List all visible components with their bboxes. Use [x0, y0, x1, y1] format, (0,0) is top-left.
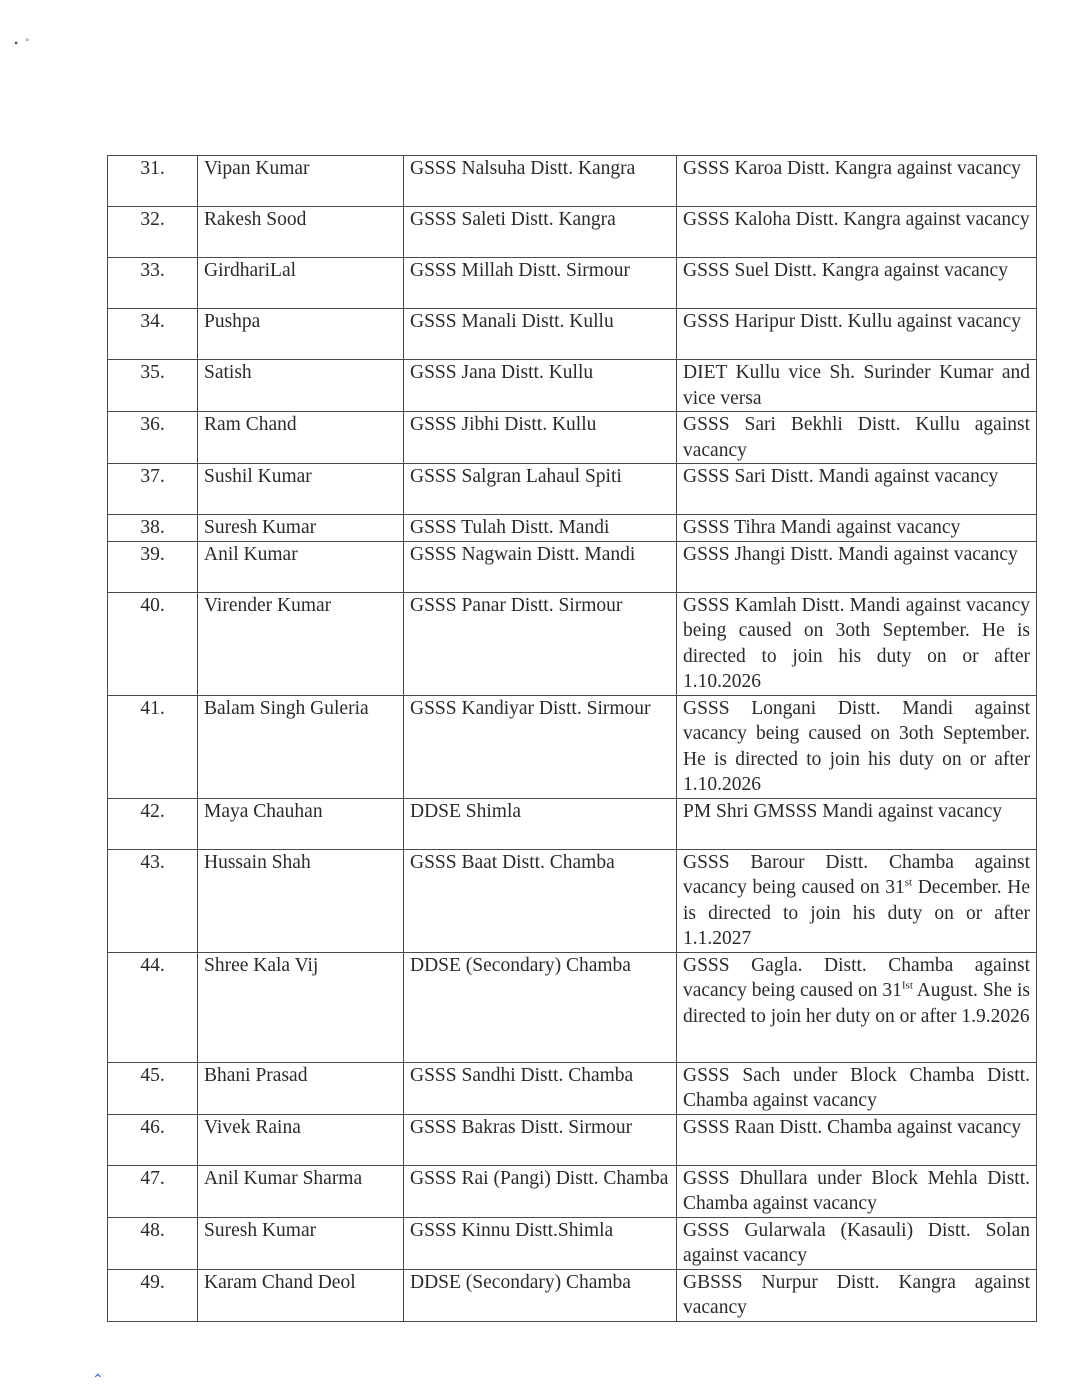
table-row — [108, 207, 1037, 258]
from-station: GSSS Saleti Distt. Kangra — [404, 207, 677, 258]
table-row — [108, 1114, 1037, 1165]
serial-number: 44. — [108, 952, 198, 1062]
from-station: DDSE (Secondary) Chamba — [404, 1269, 677, 1321]
employee-name: Ram Chand — [198, 412, 404, 464]
serial-number: 36. — [108, 412, 198, 464]
table-row — [108, 309, 1037, 360]
from-station: GSSS Millah Distt. Sirmour — [404, 258, 677, 309]
serial-number: 48. — [108, 1217, 198, 1269]
to-station: GSSS Gularwala (Kasauli) Distt. Solan against vacancy — [677, 1217, 1037, 1269]
employee-name: Virender Kumar — [198, 592, 404, 695]
to-station: PM Shri GMSSS Mandi against vacancy — [677, 798, 1037, 849]
from-station: GSSS Tulah Distt. Mandi — [404, 515, 677, 542]
to-station: GSSS Dhullara under Block Mehla Distt. Chamba against vacancy — [677, 1165, 1037, 1217]
to-station: GSSS Haripur Distt. Kullu against vacancy — [677, 309, 1037, 360]
to-station-text: GSSS Barour Distt. Chamba against vacancy being caused on 31 — [683, 851, 1030, 898]
from-station: GSSS Nagwain Distt. Mandi — [404, 541, 677, 592]
serial-number: 31. — [108, 156, 198, 207]
ink-mark: ⌃ — [92, 1373, 104, 1388]
to-station: GSSS Kaloha Distt. Kangra against vacancy — [677, 207, 1037, 258]
serial-number: 38. — [108, 515, 198, 542]
to-station: GSSS Karoa Distt. Kangra against vacancy — [677, 156, 1037, 207]
serial-number: 37. — [108, 464, 198, 515]
employee-name: GirdhariLal — [198, 258, 404, 309]
table-row — [108, 515, 1037, 542]
to-station: GSSS Raan Distt. Chamba against vacancy — [677, 1114, 1037, 1165]
transfer-table — [107, 155, 1037, 1322]
employee-name: Satish — [198, 360, 404, 412]
from-station: GSSS Sandhi Distt. Chamba — [404, 1062, 677, 1114]
to-station — [677, 849, 1037, 952]
serial-number: 41. — [108, 695, 198, 798]
from-station: GSSS Bakras Distt. Sirmour — [404, 1114, 677, 1165]
from-station: GSSS Salgran Lahaul Spiti — [404, 464, 677, 515]
serial-number: 33. — [108, 258, 198, 309]
table-row — [108, 412, 1037, 464]
table-row — [108, 1269, 1037, 1321]
serial-number: 43. — [108, 849, 198, 952]
serial-number: 45. — [108, 1062, 198, 1114]
table-row — [108, 592, 1037, 695]
from-station: DDSE (Secondary) Chamba — [404, 952, 677, 1062]
from-station: GSSS Kinnu Distt.Shimla — [404, 1217, 677, 1269]
to-station: GSSS Sari Distt. Mandi against vacancy — [677, 464, 1037, 515]
employee-name: Bhani Prasad — [198, 1062, 404, 1114]
from-station: GSSS Baat Distt. Chamba — [404, 849, 677, 952]
from-station: DDSE Shimla — [404, 798, 677, 849]
employee-name: Vipan Kumar — [198, 156, 404, 207]
table-row — [108, 1062, 1037, 1114]
to-station — [677, 952, 1037, 1062]
table-row — [108, 1217, 1037, 1269]
table-row — [108, 258, 1037, 309]
employee-name: Karam Chand Deol — [198, 1269, 404, 1321]
from-station: GSSS Panar Distt. Sirmour — [404, 592, 677, 695]
to-station-text: GSSS Gagla. Distt. Chamba against vacancy being caused on 31 — [683, 954, 1030, 1001]
from-station: GSSS Kandiyar Distt. Sirmour — [404, 695, 677, 798]
table-row — [108, 464, 1037, 515]
employee-name: Anil Kumar — [198, 541, 404, 592]
to-station: GSSS Sach under Block Chamba Distt. Chamba against vacancy — [677, 1062, 1037, 1114]
to-station-text: December. He is directed to join his duty on or after 1.1.2027 — [683, 877, 1030, 949]
employee-name: Anil Kumar Sharma — [198, 1165, 404, 1217]
employee-name: Vivek Raina — [198, 1114, 404, 1165]
to-station-text: August. She is directed to join her duty on or after 1.9.2026 — [683, 980, 1030, 1027]
serial-number: 35. — [108, 360, 198, 412]
to-station: GSSS Tihra Mandi against vacancy — [677, 515, 1037, 542]
from-station: GSSS Manali Distt. Kullu — [404, 309, 677, 360]
employee-name: Hussain Shah — [198, 849, 404, 952]
serial-number: 46. — [108, 1114, 198, 1165]
employee-name: Suresh Kumar — [198, 515, 404, 542]
serial-number: 34. — [108, 309, 198, 360]
scan-speck: • ˚ — [14, 36, 32, 50]
serial-number: 42. — [108, 798, 198, 849]
to-station: DIET Kullu vice Sh. Surinder Kumar and vice versa — [677, 360, 1037, 412]
from-station: GSSS Nalsuha Distt. Kangra — [404, 156, 677, 207]
to-station: GSSS Jhangi Distt. Mandi against vacancy — [677, 541, 1037, 592]
serial-number: 47. — [108, 1165, 198, 1217]
serial-number: 40. — [108, 592, 198, 695]
from-station: GSSS Rai (Pangi) Distt. Chamba — [404, 1165, 677, 1217]
serial-number: 32. — [108, 207, 198, 258]
to-station: GSSS Sari Bekhli Distt. Kullu against vacancy — [677, 412, 1037, 464]
employee-name: Suresh Kumar — [198, 1217, 404, 1269]
table-row — [108, 360, 1037, 412]
ordinal-suffix: st — [904, 876, 913, 889]
ordinal-suffix: Ist — [901, 979, 913, 992]
serial-number: 49. — [108, 1269, 198, 1321]
table-row — [108, 541, 1037, 592]
employee-name: Maya Chauhan — [198, 798, 404, 849]
table-row — [108, 156, 1037, 207]
table-row — [108, 798, 1037, 849]
serial-number: 39. — [108, 541, 198, 592]
employee-name: Pushpa — [198, 309, 404, 360]
table-row — [108, 952, 1037, 1062]
to-station: GSSS Longani Distt. Mandi against vacancy being caused on 3oth September. He is directed to join his duty on or after 1.10.2026 — [677, 695, 1037, 798]
from-station: GSSS Jibhi Distt. Kullu — [404, 412, 677, 464]
employee-name: Shree Kala Vij — [198, 952, 404, 1062]
to-station: GBSSS Nurpur Distt. Kangra against vacancy — [677, 1269, 1037, 1321]
table-row — [108, 1165, 1037, 1217]
table-row — [108, 849, 1037, 952]
employee-name: Rakesh Sood — [198, 207, 404, 258]
to-station: GSSS Kamlah Distt. Mandi against vacancy being caused on 3oth September. He is directed to join his duty on or after 1.10.2026 — [677, 592, 1037, 695]
from-station: GSSS Jana Distt. Kullu — [404, 360, 677, 412]
employee-name: Sushil Kumar — [198, 464, 404, 515]
to-station: GSSS Suel Distt. Kangra against vacancy — [677, 258, 1037, 309]
employee-name: Balam Singh Guleria — [198, 695, 404, 798]
table-row — [108, 695, 1037, 798]
